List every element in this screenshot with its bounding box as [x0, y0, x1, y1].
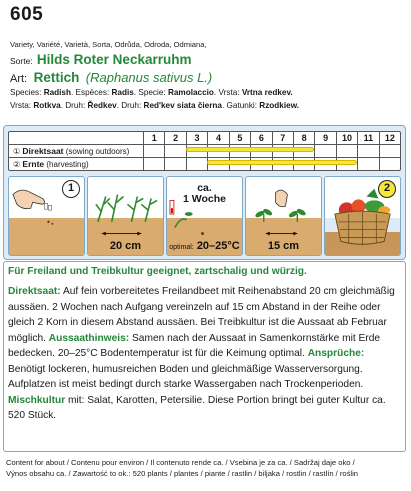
names-label: Vrsta:	[10, 101, 32, 110]
art-label: Art:	[10, 73, 28, 85]
section-heading: Direktsaat:	[8, 286, 61, 297]
names-value: Vrtna redkev.	[241, 88, 293, 97]
names-label: . Druh:	[60, 101, 86, 110]
names-value: Rotkva	[33, 101, 61, 110]
section-heading: Aussaathinweis:	[48, 332, 130, 344]
month-column	[143, 132, 164, 170]
step-harvest	[324, 176, 401, 256]
names-line-2	[10, 101, 299, 110]
names-line-1	[10, 88, 293, 97]
month-grid	[143, 132, 400, 170]
names-value: Red'kev siata čierna	[143, 101, 222, 110]
calendar-period-bar	[186, 147, 315, 152]
variety-labels: Variety, Variété, Varietà, Sorta, Odrůda, Odroda, Odmiana,	[10, 40, 207, 49]
row-sublabel: (sowing outdoors)	[65, 147, 130, 156]
names-label: Species:	[10, 88, 42, 97]
description-body	[8, 284, 403, 424]
names-value: Rzodkiew.	[259, 101, 300, 110]
step-number-badge: 1	[62, 180, 80, 198]
optimal-temperature	[167, 240, 242, 252]
section-heading: Ansprüche:	[307, 348, 365, 359]
names-label: . Espèces:	[71, 88, 110, 97]
germination-duration: ca. 1 Woche	[183, 182, 226, 205]
month-number: 12	[384, 133, 395, 143]
month-number: 6	[258, 133, 264, 143]
sowing-calendar	[8, 131, 401, 171]
names-value: Ředkev	[87, 101, 117, 110]
description-box	[3, 261, 406, 452]
sorte-row	[10, 52, 191, 67]
names-label: . Vrsta:	[213, 88, 240, 97]
names-label: . Druh:	[116, 101, 142, 110]
section-text: Samen nach der Aussaat in Samenkornstärke mit Erde bedecken. 20–25°C Bodentemperatur ist für die Keimung optimal.	[8, 332, 381, 359]
content-info	[6, 457, 358, 479]
month-number: 5	[237, 133, 243, 143]
month-column	[379, 132, 400, 170]
step-sowing	[8, 176, 85, 256]
art-latin-name: (Raphanus sativus L.)	[85, 70, 213, 85]
art-value: Rettich	[33, 70, 80, 85]
month-column	[357, 132, 378, 170]
row-label: Ernte	[22, 159, 45, 169]
month-column	[164, 132, 185, 170]
month-number: 11	[363, 133, 374, 143]
calendar-period-bar	[207, 160, 357, 165]
names-value: Radish	[43, 88, 71, 97]
month-number: 3	[194, 133, 200, 143]
month-number: 7	[280, 133, 286, 143]
optimal-label: optimal:	[169, 244, 194, 251]
month-number: 4	[215, 133, 221, 143]
section-heading: Mischkultur	[8, 394, 66, 406]
names-label: . Gatunki:	[221, 101, 258, 110]
content-line: Content for about / Contenu pour environ / Il contenuto rende ca. / Vsebina je za ca. / Sadržaj daje oko /	[6, 458, 355, 467]
product-code: 605	[10, 4, 44, 25]
row-number: ②	[13, 160, 21, 169]
step-thinning	[245, 176, 322, 256]
month-number: 8	[301, 133, 307, 143]
month-number: 2	[173, 133, 179, 143]
description-headline: Für Freiland und Treibkultur geeignet, zartschalig und würzig.	[8, 266, 307, 277]
step-number-badge: 2	[378, 180, 396, 198]
plant-spacing-label: 15 cm	[267, 240, 300, 252]
row-number: ①	[13, 147, 21, 156]
row-spacing-label: 20 cm	[109, 240, 142, 252]
month-number: 10	[342, 133, 353, 143]
section-text: Benötigt lockeren, humusreichen Boden und gleichmäßige Wasserversorgung. Aufplatzen ist meist bedingt durch starke Wassergaben nach Trockenperioden.	[8, 363, 364, 390]
art-row	[10, 69, 212, 87]
section-text: Auf fein vorbereitetes Freilandbeet mit Reihenabstand 20 cm gleichmäßig aussäen. 2 Wochen nach Aufgang vereinzeln auf 15 cm Abstand in der Reihe oder gleich 2 Korn in diesem Abstand aussäen. Bei Treibkultur ist die Aussaat ab Februar möglich.	[8, 286, 395, 344]
temperature-range: 20–25°C	[196, 240, 240, 252]
step-germination	[166, 176, 243, 256]
month-number: 9	[323, 133, 329, 143]
step-row-spacing	[87, 176, 164, 256]
names-value: Ramolaccio	[167, 88, 214, 97]
row-sublabel: (harvesting)	[46, 160, 89, 169]
month-number: 1	[151, 133, 157, 143]
calendar-row-sowing	[13, 146, 129, 156]
section-text: mit: Salat, Karotten, Petersilie. Diese Portion bringt bei guter Kultur ca. 520 Stück.	[8, 394, 386, 421]
names-value: Radis	[111, 88, 134, 97]
sorte-label: Sorte:	[10, 56, 33, 66]
calendar-row-harvest	[13, 159, 89, 169]
sorte-value: Hilds Roter Neckarruhm	[36, 52, 192, 67]
calendar-panel	[3, 125, 406, 260]
names-label: . Specie:	[133, 88, 166, 97]
row-label: Direktsaat	[22, 146, 64, 156]
growing-steps	[8, 176, 401, 256]
content-line: Výnos obsahu ca. / Zawartość to ok.: 520 plants / plantes / piante / rastlin / biljaka / rostlin / rastlín / roślin	[6, 469, 359, 478]
